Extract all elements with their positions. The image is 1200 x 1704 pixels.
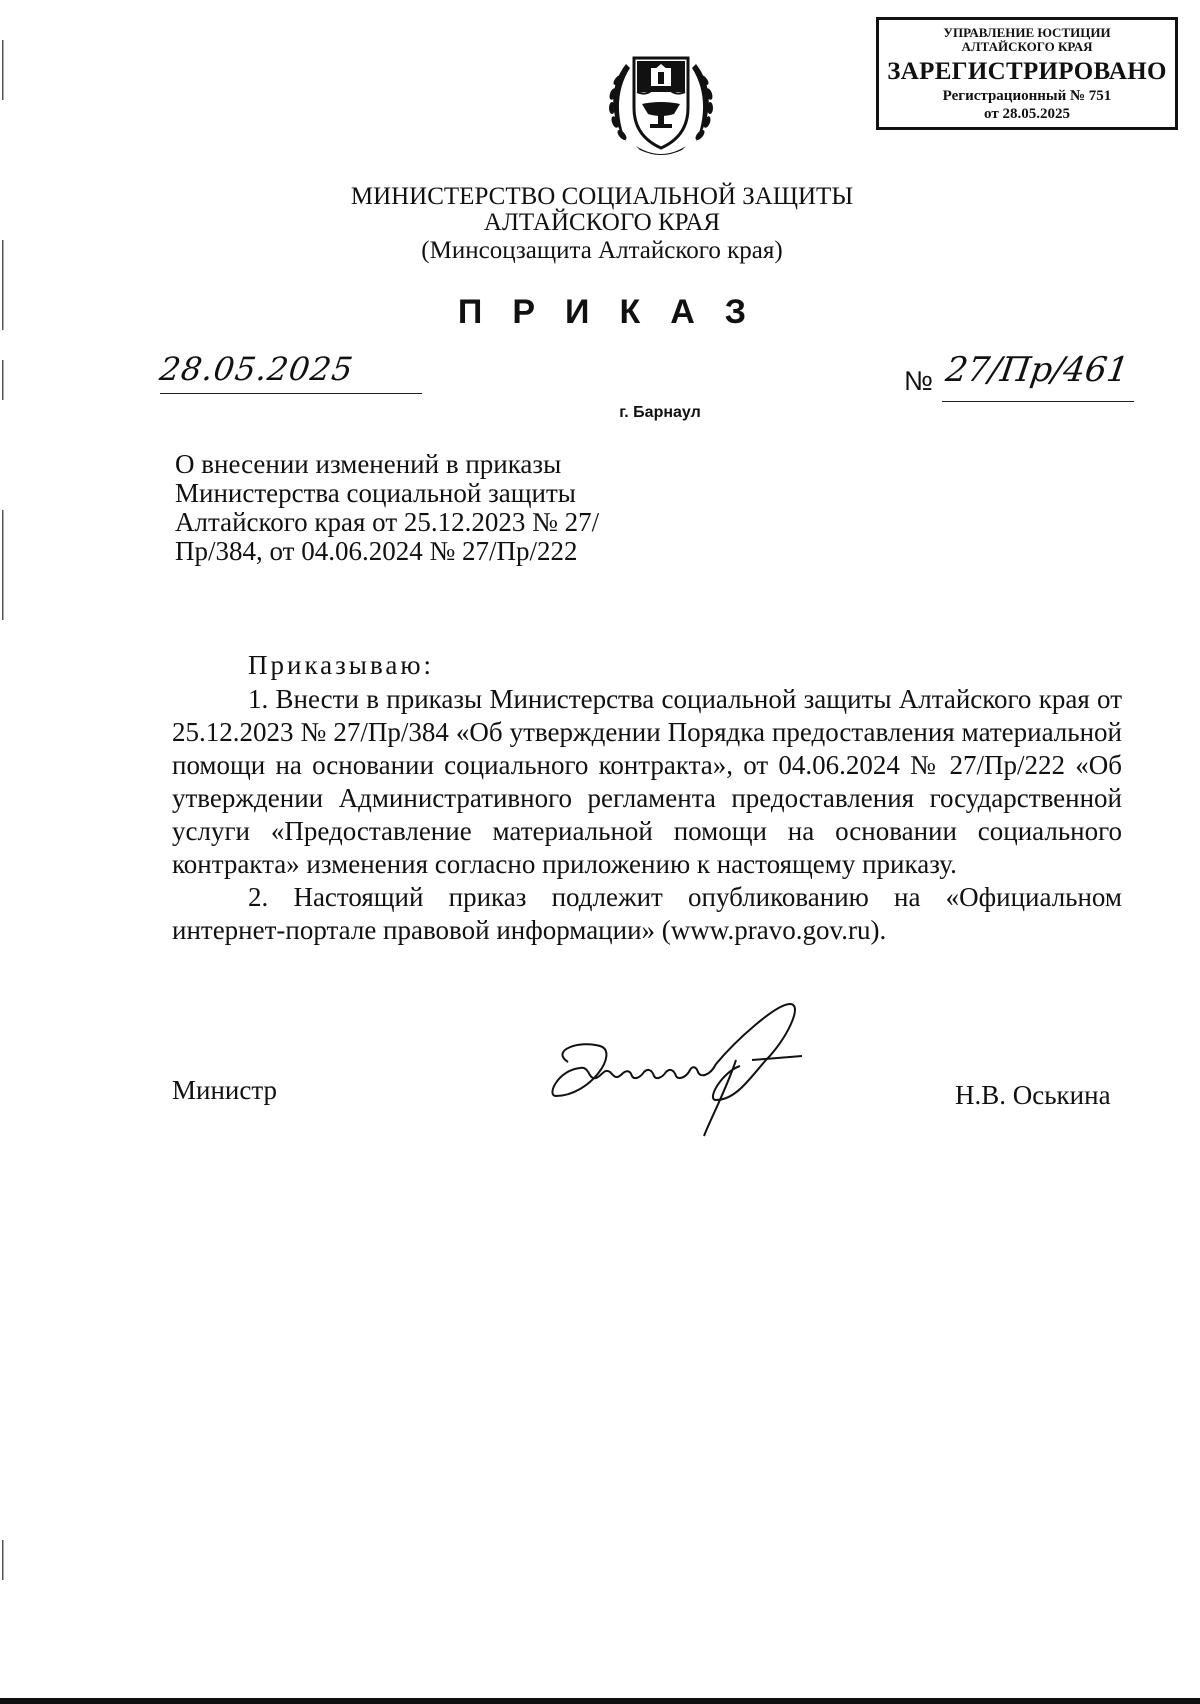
number-underline	[942, 401, 1134, 402]
order-paragraph-2: 2. Настоящий приказ подлежит опубликованию на «Официальном интернет-портале правовой информации» (www.pravo.gov.ru).	[172, 882, 1122, 945]
signatory-name: Н.В. Оськина	[955, 1080, 1111, 1110]
handwritten-date: 28.05.2025	[157, 350, 356, 388]
date-underline	[160, 393, 422, 394]
city: г. Барнаул	[619, 404, 701, 421]
registration-stamp	[876, 17, 1178, 130]
order-body	[172, 649, 1122, 947]
order-subject: О внесении изменений в приказы Министерства социальной защиты Алтайского края от 25.12.2023 № 27/Пр/384, от 04.06.2024 № 27/Пр/222	[175, 449, 600, 566]
number-label: №	[904, 366, 933, 396]
order-paragraph-1: 1. Внести в приказы Министерства социальной защиты Алтайского края от 25.12.2023 № 27/Пр/384 «Об утверждении Порядка предоставления материальной помощи на основании социального контракта», от 04.06.2024 № 27/Пр/222 «Об утверждении Административного регламента предоставления государственной услуги «Предоставление материальной помощи на основании социального контракта» изменения согласно приложению к настоящему приказу.	[172, 684, 1122, 879]
scan-edge-marks	[2, 40, 5, 1690]
stamp-reg-number: Регистрационный № 751	[942, 88, 1112, 104]
document-type-heading: ПРИКАЗ	[457, 293, 777, 331]
stamp-reg-date: от 28.05.2025	[984, 106, 1070, 122]
ministry-short-name: (Минсоцзащита Алтайского края)	[421, 237, 783, 264]
stamp-authority-line2: АЛТАЙСКОГО КРАЯ	[961, 39, 1093, 54]
stamp-authority-line1: УПРАВЛЕНИЕ ЮСТИЦИИ	[943, 25, 1111, 40]
stamp-status: ЗАРЕГИСТРИРОВАНО	[887, 58, 1167, 85]
ministry-name-line2: АЛТАЙСКОГО КРАЯ	[483, 209, 721, 236]
coat-of-arms-emblem-icon	[596, 44, 726, 164]
handwritten-number: 27/Пр/461	[943, 350, 1132, 390]
ministry-name-line1: МИНИСТЕРСТВО СОЦИАЛЬНОЙ ЗАЩИТЫ	[350, 183, 854, 210]
handwritten-signature	[540, 1000, 840, 1140]
page-bottom-edge	[0, 1698, 1200, 1704]
signatory-title: Министр	[172, 1075, 277, 1105]
order-intro: Приказываю:	[248, 650, 434, 680]
